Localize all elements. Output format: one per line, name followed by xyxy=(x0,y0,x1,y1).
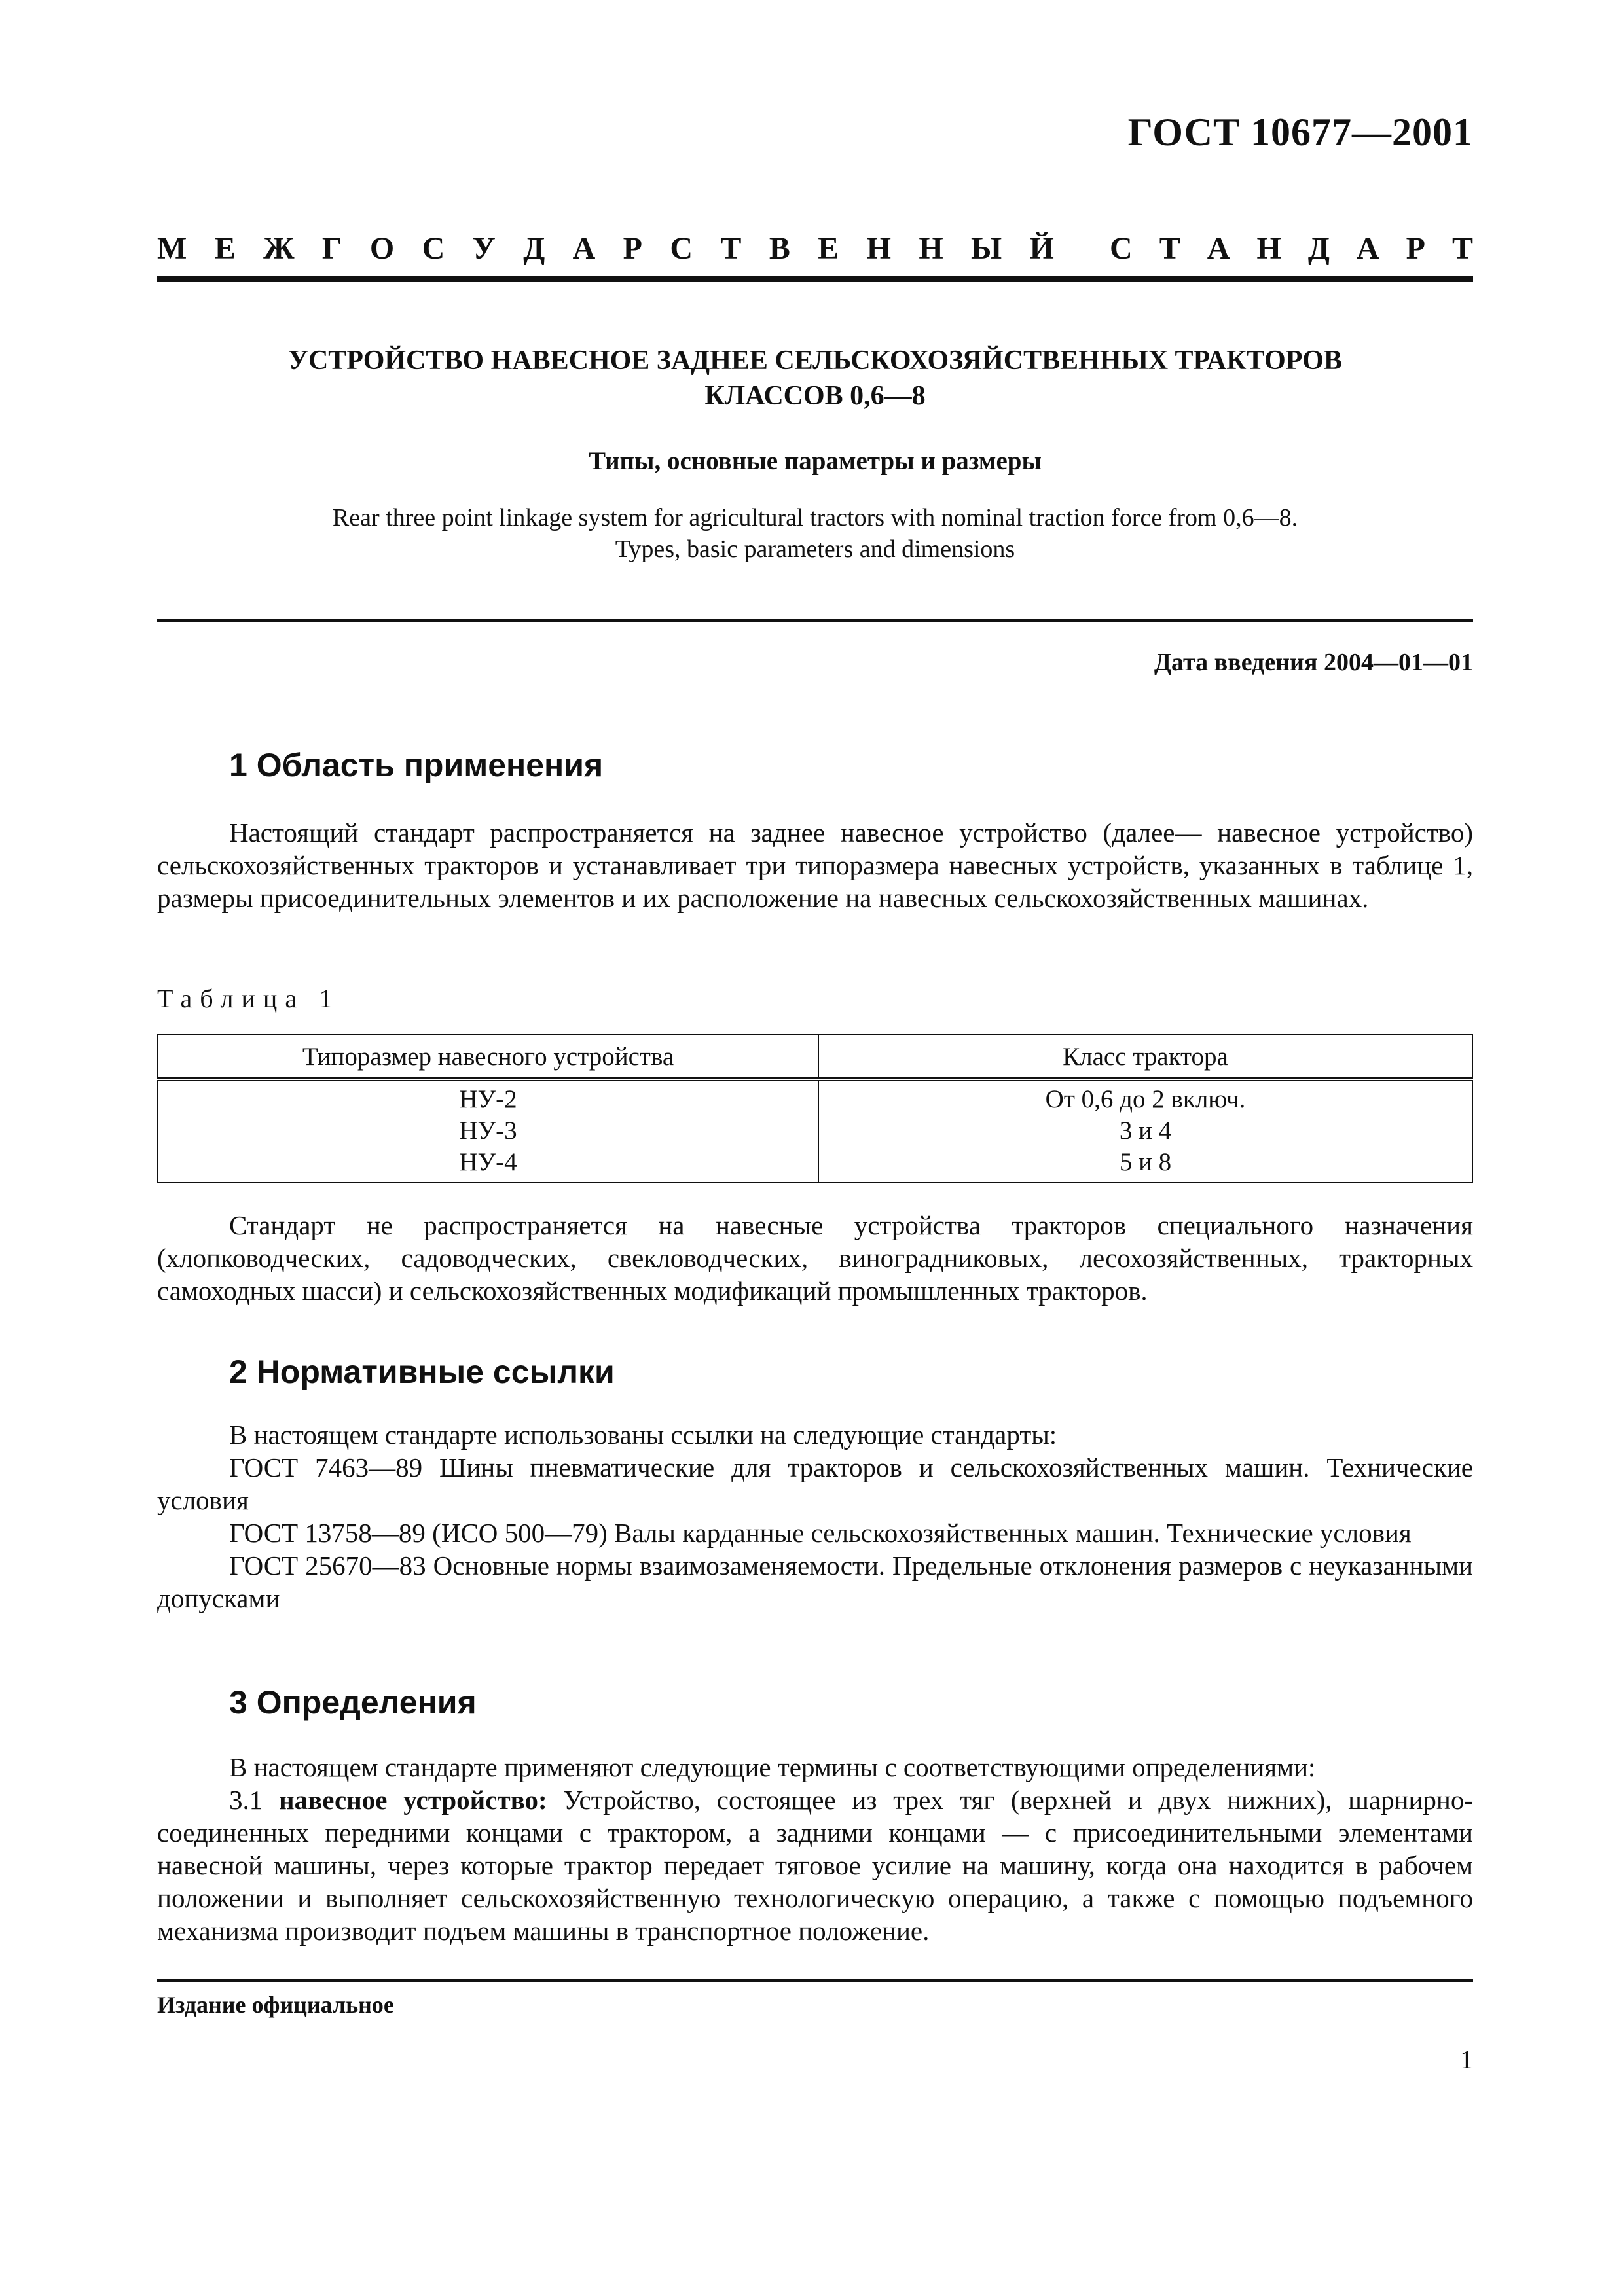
title-line-1: УСТРОЙСТВО НАВЕСНОЕ ЗАДНЕЕ СЕЛЬСКОХОЗЯЙСТВЕННЫХ ТРАКТОРОВ xyxy=(288,346,1342,376)
banner-letter: У xyxy=(472,231,496,266)
banner-letter: Н xyxy=(866,231,891,266)
references-intro: В настоящем стандарте использованы ссылки на следующие стандарты: xyxy=(229,1420,1057,1450)
document-number: ГОСТ 10677—2001 xyxy=(1127,111,1473,154)
definition-number: 3.1 xyxy=(229,1785,263,1815)
banner-letter: Ы xyxy=(971,231,1002,266)
interstate-standard-banner xyxy=(157,230,1473,266)
banner-letter: Г xyxy=(321,231,342,266)
banner-letter: А xyxy=(1356,231,1379,266)
banner-letter: Д xyxy=(523,231,545,266)
section-2-heading: 2 Нормативные ссылки xyxy=(229,1354,615,1390)
banner-letter: Н xyxy=(919,231,943,266)
english-title-line-2: Types, basic parameters and dimensions xyxy=(615,535,1015,563)
banner-letter: С xyxy=(1110,231,1133,266)
definition-text: Устройство, состоящее из трех тяг (верхней и двух нижних), шарнирно-соединенных передними концами с трактором, а задними концами — с присоединительными элементами навесной машины, через которые трактор передает тяговое усилие на машину, когда она находится в рабочем положении и выполняет сельскохозяйственную технологическую операцию, а также с помощью подъемного механизма производит подъем машины в транспортное положение. xyxy=(157,1785,1474,1946)
section-3-body xyxy=(157,1751,1473,1947)
banner-letter: Р xyxy=(1406,231,1425,266)
section-1-heading: 1 Область применения xyxy=(229,747,604,783)
reference-item: ГОСТ 13758—89 (ИСО 500—79) Валы карданные сельскохозяйственных машин. Технические условия xyxy=(229,1518,1412,1548)
banner-letter: М xyxy=(157,231,187,266)
table-header-size: Типоразмер навесного устройства xyxy=(158,1035,818,1079)
banner-letter: А xyxy=(572,231,596,266)
table-row xyxy=(158,1079,1472,1183)
title-block xyxy=(157,343,1473,565)
class-value: От 0,6 до 2 включ. xyxy=(1045,1085,1246,1113)
table-header-row xyxy=(158,1035,1472,1079)
banner-letter: Й xyxy=(1029,231,1054,266)
banner-letter: Р xyxy=(623,231,642,266)
reference-item: ГОСТ 7463—89 Шины пневматические для тракторов и сельскохозяйственных машин. Технические условия xyxy=(157,1452,1473,1515)
footer-divider xyxy=(157,1979,1473,1982)
document-page xyxy=(157,0,1473,2296)
section-2-body xyxy=(157,1418,1473,1615)
banner-letter: С xyxy=(422,231,445,266)
banner-word-standard xyxy=(1110,230,1473,266)
table-cell-classes xyxy=(818,1079,1472,1183)
table-1-label: Таблица 1 xyxy=(157,984,340,1013)
banner-letter: Д xyxy=(1307,231,1330,266)
edition-label: Издание официальное xyxy=(157,1992,394,2018)
section-1-paragraph-1 xyxy=(157,816,1473,914)
introduction-date: Дата введения 2004—01—01 xyxy=(1154,649,1473,676)
scope-paragraph: Настоящий стандарт распространяется на заднее навесное устройство (далее— навесное устройство) сельскохозяйственных тракторов и устанавливает три типоразмера навесных устройств, указанных в таблице 1, размеры присоединительных элементов и их расположение на навесных сельскохозяйственных машинах. xyxy=(157,817,1473,913)
banner-letter: О xyxy=(369,231,395,266)
class-value: 5 и 8 xyxy=(1119,1148,1172,1176)
english-title-line-1: Rear three point linkage system for agricultural tractors with nominal traction force from 0,6—8. xyxy=(332,504,1298,531)
banner-letter: Т xyxy=(1159,231,1180,266)
definitions-intro: В настоящем стандарте применяют следующие термины с соответствующими определениями: xyxy=(229,1752,1316,1782)
banner-letter: С xyxy=(670,231,693,266)
document-subtitle: Типы, основные параметры и размеры xyxy=(589,447,1042,475)
page-number: 1 xyxy=(1460,2045,1473,2074)
banner-word-interstate xyxy=(157,230,1054,266)
banner-letter: Ж xyxy=(263,231,295,266)
section-3-heading: 3 Определения xyxy=(229,1684,477,1721)
banner-letter: Т xyxy=(1451,231,1473,266)
definition-paragraph xyxy=(157,1784,1473,1947)
banner-letter: В xyxy=(769,231,790,266)
banner-letter: А xyxy=(1207,231,1230,266)
size-value: НУ-4 xyxy=(459,1148,517,1176)
document-title xyxy=(157,343,1473,414)
exclusion-paragraph: Стандарт не распространяется на навесные устройства тракторов специального назначения (хлопководческих, садоводческих, свекловодческих, виноградниковых, лесохозяйственных, тракторных самоходных шасси) и сельскохозяйственных модификаций промышленных тракторов. xyxy=(157,1210,1473,1306)
table-header-class: Класс трактора xyxy=(818,1035,1472,1079)
banner-letter: Е xyxy=(818,231,839,266)
title-divider xyxy=(157,619,1473,622)
title-line-2: КЛАССОВ 0,6—8 xyxy=(704,381,926,411)
banner-letter: Т xyxy=(720,231,742,266)
size-value: НУ-3 xyxy=(459,1117,517,1145)
reference-item: ГОСТ 25670—83 Основные нормы взаимозаменяемости. Предельные отклонения размеров с неуказанными допусками xyxy=(157,1551,1473,1613)
class-value: 3 и 4 xyxy=(1119,1117,1172,1145)
size-value: НУ-2 xyxy=(459,1085,517,1113)
english-title xyxy=(157,502,1473,565)
banner-letter: Е xyxy=(214,231,236,266)
definition-term: навесное устройство: xyxy=(279,1785,547,1815)
table-1 xyxy=(157,1034,1473,1183)
banner-letter: Н xyxy=(1256,231,1281,266)
header-divider xyxy=(157,276,1473,282)
section-1-paragraph-2 xyxy=(157,1209,1473,1307)
table-cell-sizes xyxy=(158,1079,818,1183)
